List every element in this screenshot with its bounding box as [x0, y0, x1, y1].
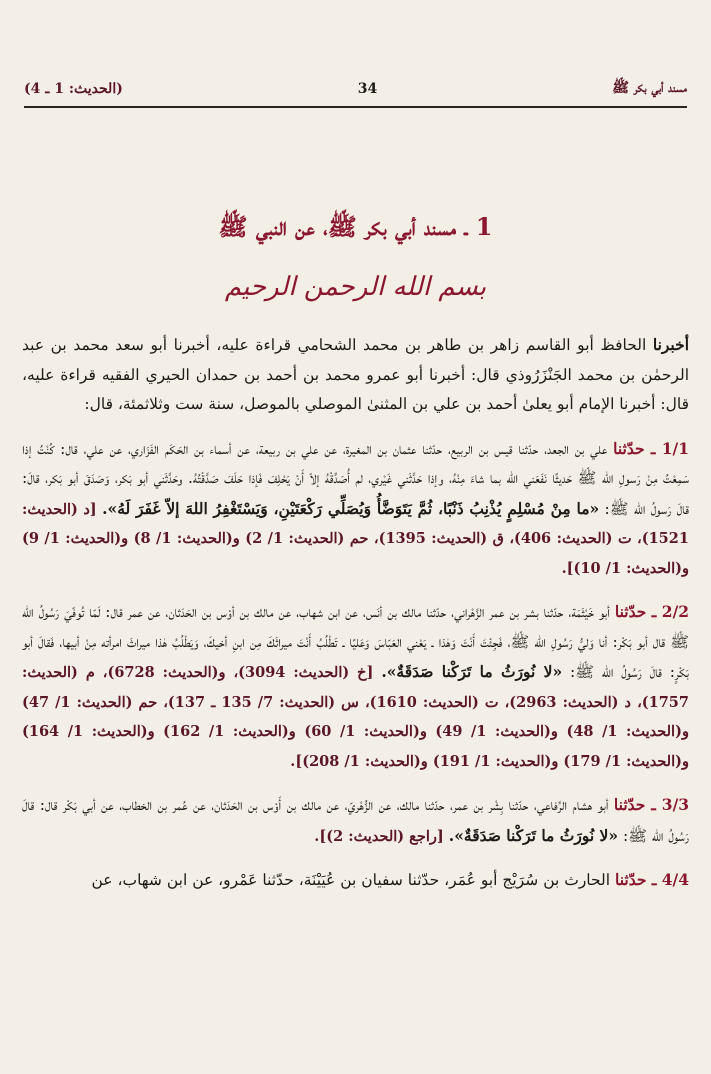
hadith-matn: «لا نُورَثُ ما تَرَكْنا صَدَقَةٌ».	[448, 825, 619, 845]
intro-start: أخبرنا	[652, 335, 689, 354]
header-rule	[24, 106, 687, 108]
hadith-isnad: أبو هشام الرِّفاعي، حدّثنا بِشْر بن عمر، حدّثنا مالك، عن الزُّهْريّ، عن مالك بن أَوْس بن الحَدَثان، عن عُمر بن الخطاب، عن أبي بَكْر قال: قالَ رَسُولُ الله ﷺ:	[22, 796, 689, 845]
page-number: 34	[357, 81, 378, 97]
hadith-paragraph	[22, 790, 689, 851]
body-text	[22, 330, 689, 910]
hadith-number: 4/4 ـ حدّثنا	[615, 870, 689, 889]
hadith-matn: «لا نُورَثُ ما تَرَكْنا صَدَقَةٌ».	[381, 662, 563, 681]
hadith-number: 1/1 ـ حدّثنا	[613, 438, 689, 458]
section-title: 1 ـ مسند أبي بكر ﷺ، عن النبي ﷺ	[218, 212, 493, 241]
intro-text: الحافظ أبو القاسم زاهر بن طاهر بن محمد الشحامي قراءة عليه، أخبرنا أبو سعد محمد بن عبد الرحمٰن بن محمد الجَنْزَرُوذي قال: أخبرنا أبو عمرو محمد بن أحمد بن حمدان الحيري الفقيه قراءة عليه، قال: أخبرنا الإمام أبو يعلىٰ أحمد بن علي بن المثنىٰ الموصلي بالموصل، سنة ست وثلاثمئة، قال:	[22, 336, 689, 413]
intro-paragraph	[22, 330, 689, 420]
hadith-paragraph	[22, 434, 689, 584]
hadith-number: 2/2 ـ حدّثنا	[614, 602, 690, 621]
hadith-references: [راجع (الحديث: 2)].	[314, 827, 449, 845]
hadith-number: 3/3 ـ حدّثنا	[613, 795, 690, 814]
hadith-range: (الحديث: 1 ـ 4)	[24, 81, 123, 97]
hadith-isnad: علي بن الجعد، حدّثنا قيس بن الربيع، حدّثنا عثمان بن المغيرة، عن علي بن ربيعة، عن أسماء بن الحَكَم الفَزَاري، عن علي، قال: كُنْتُ إذا سَمِعْتُ مِنْ رَسولِ الله ﷺ حَديثًا نَفَعَني الله بما شاءَ مِنْهُ، وإذا حَدَّثَني غَيْري، لم أُصَدِّقْهُ إلاّ أَنْ يَحْلِفَ فَإذا حَلَفَ صَدَّقْتُهُ. وحَدَّثَني أبو بَكر، وَصَدَقَ أبو بَكر، قالَ: قالَ رَسولُ الله ﷺ:	[22, 439, 689, 518]
hadith-isnad: أبو خَيْثَمَة، حدّثنا بشر بن عمر الزَّهْراني، حدّثنا مالك بن أنَس، عن ابن شهاب، عن مالك بن أوْس بن الحَدَثان، عن عمر قال: لَمّا تُوفّيَ رَسُولُ الله ﷺ قال أبو بَكْر: أنا وَليُّ رَسُولِ الله ﷺ، فَجِئْتَ أَنْتَ وَهٰذا ـ يَعْني العَبّاسَ وَعَليًا ـ تَطْلُبُ أَنْتَ ميراثَكَ مِن ابنِ أخيكَ، وَيَطْلُبُ هٰذا ميراثَ امرأته مِنْ أبيها، فَقالَ أبو بَكْرٍ: قالَ رَسُولُ الله ﷺ:	[22, 603, 689, 681]
hadith-isnad: الحارث بن سُرَيْج أبو عُمَر، حدّثنا سفيان بن عُيَيْنَة، حدّثنا عَمْرو، عن ابن شهاب، عن	[91, 871, 615, 889]
hadith-paragraph	[22, 865, 689, 896]
running-title: مسند أبي بكر ﷺ	[612, 80, 687, 96]
basmala: بسم الله الرحمن الرحيم	[224, 272, 487, 302]
hadith-references: [د (الحديث: 1521)، ت (الحديث: 406)، ق (الحديث: 1395)، حم (الحديث: 1/ 2) و(الحديث: 1/ 8) و(الحديث: 1/ 9) و(الحديث: 1/ 10)].	[22, 500, 689, 577]
hadith-references: [خ (الحديث: 3094)، و(الحديث: 6728)، م (الحديث: 1757)، د (الحديث: 2963)، ت (الحديث: 1610)، س (الحديث: 7/ 135 ـ 137)، حم (الحديث: 1/ 47) و(الحديث: 1/ 48) و(الحديث: 1/ 49) و(الحديث: 1/ 60) و(الحديث: 1/ 162) و(الحديث: 1/ 164) و(الحديث: 1/ 179) و(الحديث: 1/ 191) و(الحديث: 1/ 208)].	[22, 664, 689, 770]
hadith-paragraph	[22, 597, 689, 776]
running-header	[24, 74, 687, 104]
hadith-matn: «ما مِنْ مُسْلِمٍ يُذْنِبُ ذَنْبًا، ثُمَّ يَتَوَضَّأُ وَيُصَلِّي رَكْعَتَيْنِ، وَيَسْتَغْفِرُ اللهَ إلاّ غَفَرَ لَهُ».	[102, 498, 600, 518]
